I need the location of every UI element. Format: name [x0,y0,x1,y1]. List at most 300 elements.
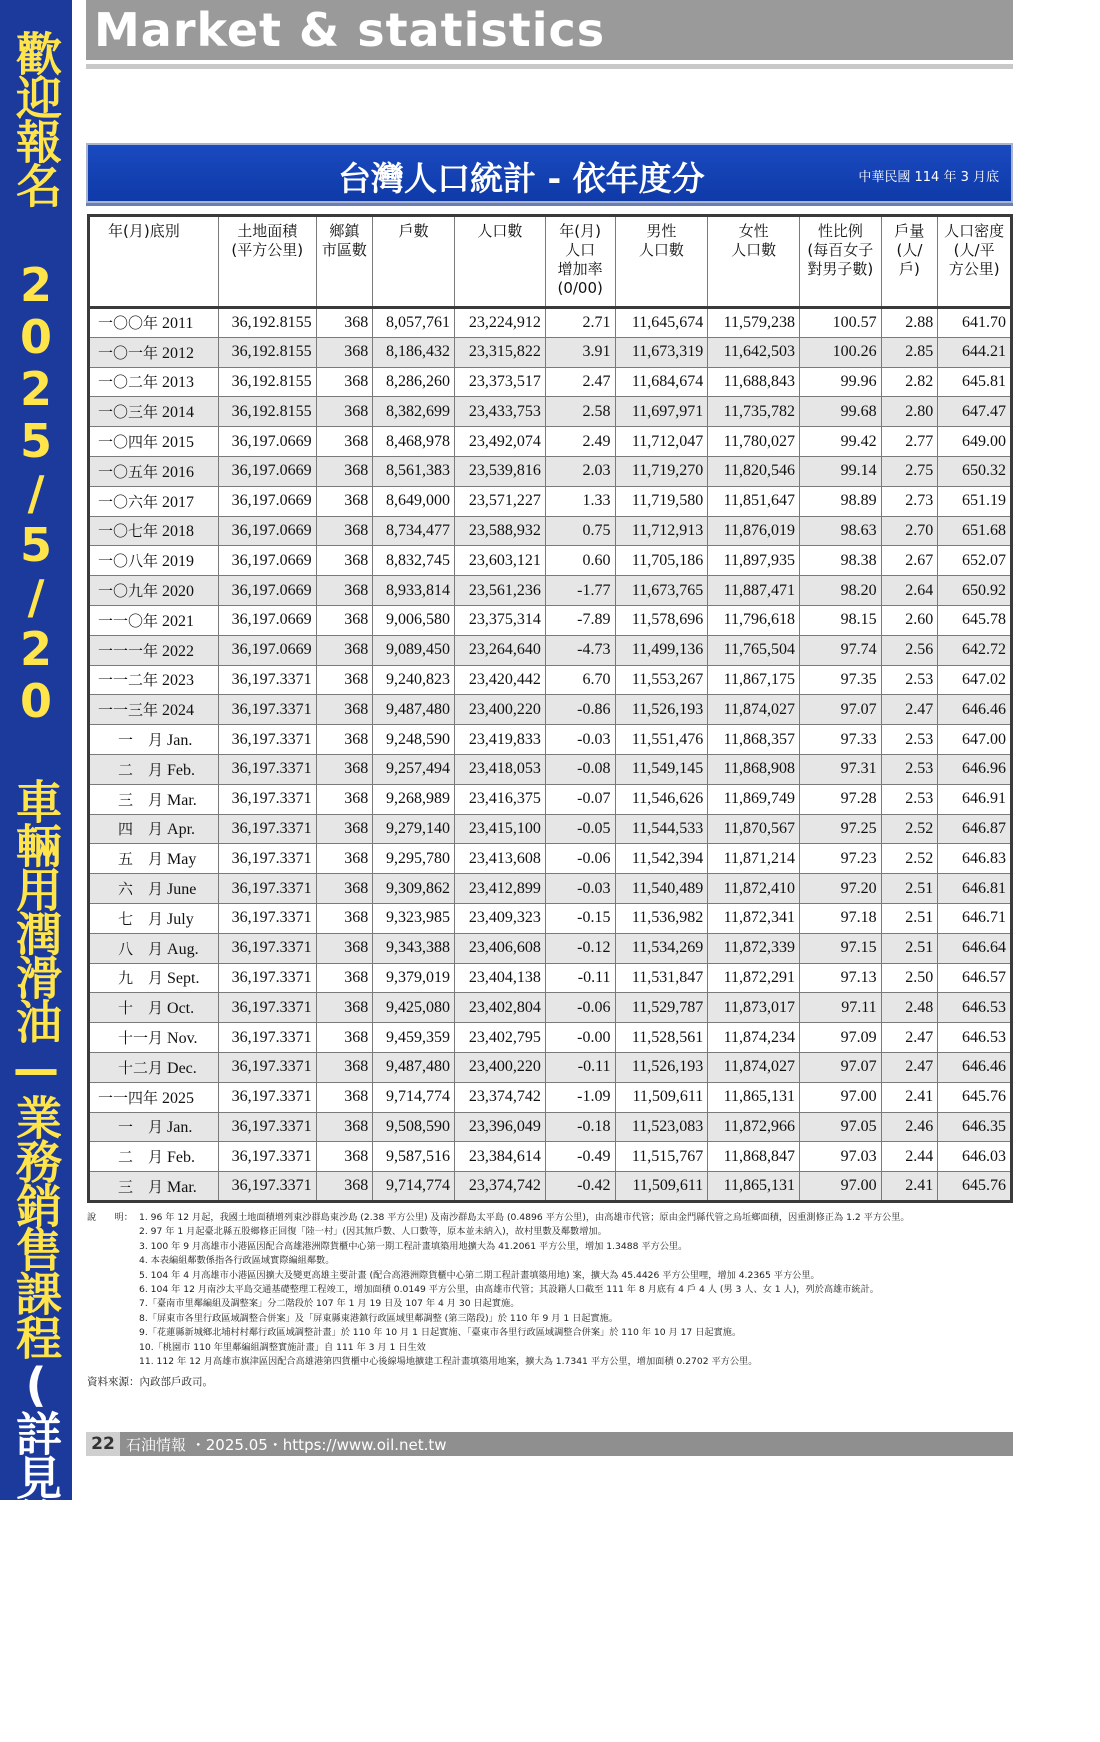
value-cell: 23,404,138 [455,963,546,993]
value-cell: 650.32 [938,456,1012,486]
value-cell: 23,571,227 [455,486,546,516]
value-cell: 9,323,985 [373,903,455,933]
column-header: 戶數 [373,216,455,308]
value-cell: 2.53 [881,784,938,814]
value-cell: 11,872,966 [708,1112,800,1142]
value-cell: 98.89 [800,486,882,516]
table-row [89,784,1012,814]
note-item: 11. 112 年 12 月高雄市旗津區因配合高雄港第四貨櫃中心後線場地擴建工程計畫填築用地案，擴大為 1.7341 平方公里，增加面積 0.2702 平方公里。 [139,1356,758,1368]
value-cell: 99.14 [800,456,882,486]
value-cell: 2.47 [881,1023,938,1053]
value-cell: 97.07 [800,695,882,725]
value-cell: 97.05 [800,1112,882,1142]
value-cell: 368 [316,725,373,755]
period-cell [89,1052,219,1082]
table-row [89,874,1012,904]
value-cell: 11,874,027 [708,695,800,725]
value-cell: 23,402,804 [455,993,546,1023]
value-cell: 36,197.3371 [218,1023,316,1053]
table-row [89,605,1012,635]
value-cell: -0.03 [545,874,615,904]
value-cell: 650.92 [938,576,1012,606]
value-cell: 368 [316,546,373,576]
period-english: Feb. [167,1149,196,1167]
value-cell: 11,509,611 [615,1082,708,1112]
period-cell [89,814,219,844]
value-cell: 23,418,053 [455,754,546,784]
value-cell: 97.11 [800,993,882,1023]
value-cell: 2.44 [881,1142,938,1172]
value-cell: 36,197.3371 [218,725,316,755]
value-cell: 36,197.3371 [218,784,316,814]
value-cell: 36,197.0669 [218,546,316,576]
value-cell: 98.63 [800,516,882,546]
value-cell: -0.42 [545,1172,615,1202]
period-chinese: 五 月 [118,850,164,869]
period-chinese: 一 月 [118,731,164,750]
value-cell: 23,412,899 [455,874,546,904]
table-title: 台灣人口統計 - 依年度分 [338,159,705,198]
period-cell [89,1142,219,1172]
period-chinese: 一〇五年 [98,462,159,481]
table-header-row [89,216,1012,308]
table-row [89,1082,1012,1112]
value-cell: 11,765,504 [708,635,800,665]
value-cell: 8,933,814 [373,576,455,606]
value-cell: 11,515,767 [615,1142,708,1172]
note-item: 9.「花蓮縣新城鄉北埔村村鄰行政區域調整計畫」於 110 年 10 月 1 日起實施、「臺東市各里行政區域調整合併案」於 110 年 10 月 17 日起實施。 [139,1327,742,1339]
table-row [89,933,1012,963]
period-chinese: 一一一年 [98,641,159,660]
period-cell [89,427,219,457]
period-english: 2015 [162,434,195,452]
period-chinese: 一一二年 [98,671,159,690]
period-cell [89,844,219,874]
value-cell: 36,197.3371 [218,993,316,1023]
value-cell: 36,197.0669 [218,456,316,486]
header-divider [86,64,1013,69]
value-cell: 368 [316,1052,373,1082]
period-chinese: 四 月 [118,820,164,839]
value-cell: 23,588,932 [455,516,546,546]
table-row [89,903,1012,933]
value-cell: -0.05 [545,814,615,844]
value-cell: 36,197.3371 [218,1142,316,1172]
value-cell: 9,714,774 [373,1082,455,1112]
period-english: Nov. [167,1030,198,1048]
value-cell: 642.72 [938,635,1012,665]
value-cell: 11,851,647 [708,486,800,516]
value-cell: 99.42 [800,427,882,457]
value-cell: 11,887,471 [708,576,800,606]
period-chinese: 一一四年 [98,1088,159,1107]
value-cell: 9,379,019 [373,963,455,993]
table-date: 中華民國 114 年 3 月底 [858,170,999,185]
value-cell: 8,186,432 [373,337,455,367]
note-item: 2. 97 年 1 月起臺北縣五股鄉修正回復「陸一村」(因其無戶數、人口數等，原本並未納入)，故村里數及鄰數增加。 [139,1226,607,1238]
value-cell: 11,705,186 [615,546,708,576]
value-cell: 8,057,761 [373,308,455,338]
table-row [89,725,1012,755]
value-cell: 98.20 [800,576,882,606]
period-english: Aug. [167,940,199,958]
notes-heading: 說 明： [87,1212,133,1223]
value-cell: 11,688,843 [708,367,800,397]
value-cell: 23,375,314 [455,605,546,635]
table-row [89,1023,1012,1053]
value-cell: 651.68 [938,516,1012,546]
value-cell: 97.31 [800,754,882,784]
value-cell: 11,684,674 [615,367,708,397]
period-cell [89,576,219,606]
value-cell: 11,865,131 [708,1172,800,1202]
period-cell [89,665,219,695]
value-cell: 11,712,047 [615,427,708,457]
value-cell: 9,295,780 [373,844,455,874]
value-cell: 23,402,795 [455,1023,546,1053]
value-cell: 9,309,862 [373,874,455,904]
value-cell: 97.09 [800,1023,882,1053]
value-cell: 11,868,908 [708,754,800,784]
period-english: Mar. [167,791,197,809]
value-cell: 9,587,516 [373,1142,455,1172]
value-cell: 36,197.3371 [218,903,316,933]
value-cell: 8,382,699 [373,397,455,427]
period-chinese: 九 月 [118,969,164,988]
period-english: July [167,910,194,928]
value-cell: 11,873,017 [708,993,800,1023]
value-cell: 36,197.3371 [218,665,316,695]
value-cell: 368 [316,367,373,397]
value-cell: 2.52 [881,814,938,844]
period-english: 2025 [162,1089,195,1107]
value-cell: 11,523,083 [615,1112,708,1142]
value-cell: 646.35 [938,1112,1012,1142]
value-cell: 11,529,787 [615,993,708,1023]
value-cell: 36,197.3371 [218,844,316,874]
value-cell: 2.67 [881,546,938,576]
value-cell: 97.28 [800,784,882,814]
value-cell: 9,006,580 [373,605,455,635]
table-row [89,367,1012,397]
value-cell: 36,197.0669 [218,576,316,606]
value-cell: 645.76 [938,1082,1012,1112]
value-cell: 36,197.0669 [218,635,316,665]
value-cell: 11,780,027 [708,427,800,457]
value-cell: 11,868,847 [708,1142,800,1172]
period-cell [89,516,219,546]
value-cell: 23,419,833 [455,725,546,755]
period-chinese: 一〇七年 [98,522,159,541]
period-english: Sept. [167,970,200,988]
value-cell: 8,832,745 [373,546,455,576]
value-cell: 97.25 [800,814,882,844]
value-cell: 23,420,442 [455,665,546,695]
value-cell: 368 [316,337,373,367]
value-cell: 2.03 [545,456,615,486]
value-cell: 98.38 [800,546,882,576]
value-cell: 11,645,674 [615,308,708,338]
table-row [89,1142,1012,1172]
value-cell: 23,406,608 [455,933,546,963]
note-item: 4. 本表編組鄰數係指各行政區域實際編組鄰數。 [139,1255,335,1267]
value-cell: -0.11 [545,1052,615,1082]
value-cell: 2.64 [881,576,938,606]
value-cell: 11,526,193 [615,695,708,725]
value-cell: 36,197.0669 [218,486,316,516]
value-cell: 368 [316,844,373,874]
value-cell: 368 [316,1172,373,1202]
value-cell: 97.07 [800,1052,882,1082]
value-cell: 646.81 [938,874,1012,904]
period-chinese: 一〇四年 [98,433,159,452]
value-cell: 9,089,450 [373,635,455,665]
note-item: 8.「屏東市各里行政區域調整合併案」及「屏東縣東港鎮行政區域里鄰調整 (第三階段)」於 110 年 9 月 1 日起實施。 [139,1312,619,1324]
value-cell: 23,224,912 [455,308,546,338]
value-cell: 11,553,267 [615,665,708,695]
page-number: 22 [86,1432,120,1456]
value-cell: -0.07 [545,784,615,814]
table-row [89,456,1012,486]
value-cell: 646.71 [938,903,1012,933]
table-row [89,1052,1012,1082]
value-cell: 11,534,269 [615,933,708,963]
table-row [89,635,1012,665]
value-cell: 11,719,270 [615,456,708,486]
value-cell: 641.70 [938,308,1012,338]
note-item: 1. 96 年 12 月起，我國土地面積增列東沙群島東沙島 (2.38 平方公里) 及南沙群島太平島 (0.4896 平方公里)，由高雄市代管；原由金門縣代管之烏坵鄉面積，因重測修正為 1.2 平方公里。 [139,1212,910,1223]
value-cell: 2.56 [881,635,938,665]
value-cell: 23,492,074 [455,427,546,457]
value-cell: 23,373,517 [455,367,546,397]
period-chinese: 一〇〇年 [98,314,159,333]
value-cell: 23,374,742 [455,1172,546,1202]
table-row [89,516,1012,546]
value-cell: 11,697,971 [615,397,708,427]
value-cell: 11,531,847 [615,963,708,993]
value-cell: 646.64 [938,933,1012,963]
value-cell: 97.13 [800,963,882,993]
value-cell: 11,872,339 [708,933,800,963]
column-header: 年(月)底別 [89,216,219,308]
value-cell: 2.77 [881,427,938,457]
period-cell [89,695,219,725]
value-cell: 647.02 [938,665,1012,695]
period-chinese: 十二月 [118,1058,164,1077]
period-cell [89,397,219,427]
value-cell: 2.75 [881,456,938,486]
value-cell: 2.71 [545,308,615,338]
value-cell: 99.68 [800,397,882,427]
value-cell: 368 [316,427,373,457]
value-cell: 97.20 [800,874,882,904]
period-cell [89,1112,219,1142]
table-row [89,814,1012,844]
value-cell: 36,197.3371 [218,1112,316,1142]
value-cell: 11,509,611 [615,1172,708,1202]
value-cell: 651.19 [938,486,1012,516]
value-cell: 9,257,494 [373,754,455,784]
column-header: 鄉鎮 市區數 [316,216,373,308]
period-chinese: 一一〇年 [98,611,159,630]
value-cell: 97.00 [800,1082,882,1112]
value-cell: -1.09 [545,1082,615,1112]
value-cell: 11,542,394 [615,844,708,874]
note-item: 10.「桃園市 110 年里鄰編組調整實施計畫」自 111 年 3 月 1 日生效 [139,1341,426,1353]
period-chinese: 七 月 [118,909,164,928]
value-cell: 11,865,131 [708,1082,800,1112]
period-english: 2018 [162,523,195,541]
value-cell: 9,714,774 [373,1172,455,1202]
value-cell: 23,416,375 [455,784,546,814]
value-cell: 9,487,480 [373,695,455,725]
period-cell [89,337,219,367]
value-cell: 23,264,640 [455,635,546,665]
value-cell: 11,499,136 [615,635,708,665]
value-cell: 368 [316,874,373,904]
value-cell: 646.46 [938,695,1012,725]
period-chinese: 一 月 [118,1118,164,1137]
value-cell: -0.11 [545,963,615,993]
value-cell: 9,279,140 [373,814,455,844]
period-chinese: 一〇三年 [98,403,159,422]
value-cell: 2.50 [881,963,938,993]
notes-list [139,1211,1019,1369]
value-cell: 11,867,175 [708,665,800,695]
value-cell: 23,374,742 [455,1082,546,1112]
period-english: 2017 [162,493,195,511]
value-cell: 36,197.3371 [218,933,316,963]
value-cell: -1.77 [545,576,615,606]
value-cell: 11,526,193 [615,1052,708,1082]
period-cell [89,635,219,665]
value-cell: 368 [316,308,373,338]
value-cell: 2.47 [881,1052,938,1082]
value-cell: 9,343,388 [373,933,455,963]
period-english: Dec. [167,1059,197,1077]
value-cell: 97.23 [800,844,882,874]
value-cell: 368 [316,695,373,725]
table-row [89,963,1012,993]
value-cell: 646.03 [938,1142,1012,1172]
value-cell: 11,673,765 [615,576,708,606]
value-cell: 8,468,978 [373,427,455,457]
period-cell [89,1172,219,1202]
value-cell: 2.47 [545,367,615,397]
value-cell: 2.70 [881,516,938,546]
value-cell: 9,425,080 [373,993,455,1023]
value-cell: 368 [316,486,373,516]
period-chinese: 一〇六年 [98,492,159,511]
period-chinese: 一〇二年 [98,373,159,392]
period-cell [89,874,219,904]
value-cell: 2.41 [881,1172,938,1202]
value-cell: 11,868,357 [708,725,800,755]
value-cell: 647.47 [938,397,1012,427]
value-cell: 11,549,145 [615,754,708,784]
table-row [89,308,1012,338]
page-footer [86,1432,1013,1456]
note-item: 3. 100 年 9 月高雄市小港區因配合高雄港洲際貨櫃中心第一期工程計畫填築用地擴大為 41.2061 平方公里，增加 1.3488 平方公里。 [139,1240,688,1252]
period-english: 2024 [162,702,195,720]
value-cell: 36,197.3371 [218,814,316,844]
period-english: Mar. [167,1178,197,1196]
value-cell: 2.60 [881,605,938,635]
value-cell: 646.91 [938,784,1012,814]
registration-banner [0,0,72,1742]
value-cell: -7.89 [545,605,615,635]
value-cell: 9,268,989 [373,784,455,814]
column-header: 戶量 (人/ 戶) [881,216,938,308]
value-cell: 11,546,626 [615,784,708,814]
value-cell: 2.85 [881,337,938,367]
period-chinese: 一〇九年 [98,582,159,601]
value-cell: 1.33 [545,486,615,516]
column-header: 男性 人口數 [615,216,708,308]
value-cell: 2.48 [881,993,938,1023]
value-cell: 11,869,749 [708,784,800,814]
value-cell: 11,874,027 [708,1052,800,1082]
value-cell: 646.57 [938,963,1012,993]
value-cell: 2.46 [881,1112,938,1142]
column-header: 土地面積 (平方公里) [218,216,316,308]
value-cell: 9,248,590 [373,725,455,755]
table-row [89,665,1012,695]
value-cell: -0.06 [545,844,615,874]
value-cell: 23,384,614 [455,1142,546,1172]
period-english: 2022 [162,642,195,660]
period-chinese: 十一月 [118,1029,164,1048]
value-cell: 36,192.8155 [218,337,316,367]
value-cell: 23,433,753 [455,397,546,427]
value-cell: 368 [316,1112,373,1142]
table-row [89,397,1012,427]
value-cell: 11,897,935 [708,546,800,576]
period-english: Jan. [167,1119,193,1137]
period-cell [89,605,219,635]
banner-text-ref: (詳見第10頁) [9,1358,63,1742]
period-cell [89,546,219,576]
value-cell: 23,413,608 [455,844,546,874]
value-cell: -0.49 [545,1142,615,1172]
period-chinese: 一一三年 [98,701,159,720]
period-english: Feb. [167,761,196,779]
table-row [89,337,1012,367]
value-cell: 9,508,590 [373,1112,455,1142]
value-cell: 23,415,100 [455,814,546,844]
value-cell: 645.81 [938,367,1012,397]
column-header: 人口密度 (人/平 方公里) [938,216,1012,308]
value-cell: 36,197.3371 [218,1052,316,1082]
value-cell: 0.60 [545,546,615,576]
value-cell: 36,192.8155 [218,397,316,427]
section-title: Market & statistics [94,3,606,57]
value-cell: 9,487,480 [373,1052,455,1082]
value-cell: 2.53 [881,754,938,784]
value-cell: 368 [316,993,373,1023]
column-header: 女性 人口數 [708,216,800,308]
period-english: 2013 [162,374,195,392]
value-cell: 646.53 [938,993,1012,1023]
value-cell: 100.57 [800,308,882,338]
value-cell: 11,874,234 [708,1023,800,1053]
value-cell: 2.51 [881,874,938,904]
value-cell: 23,561,236 [455,576,546,606]
value-cell: 11,735,782 [708,397,800,427]
value-cell: 97.00 [800,1172,882,1202]
value-cell: 36,197.3371 [218,963,316,993]
value-cell: 11,876,019 [708,516,800,546]
